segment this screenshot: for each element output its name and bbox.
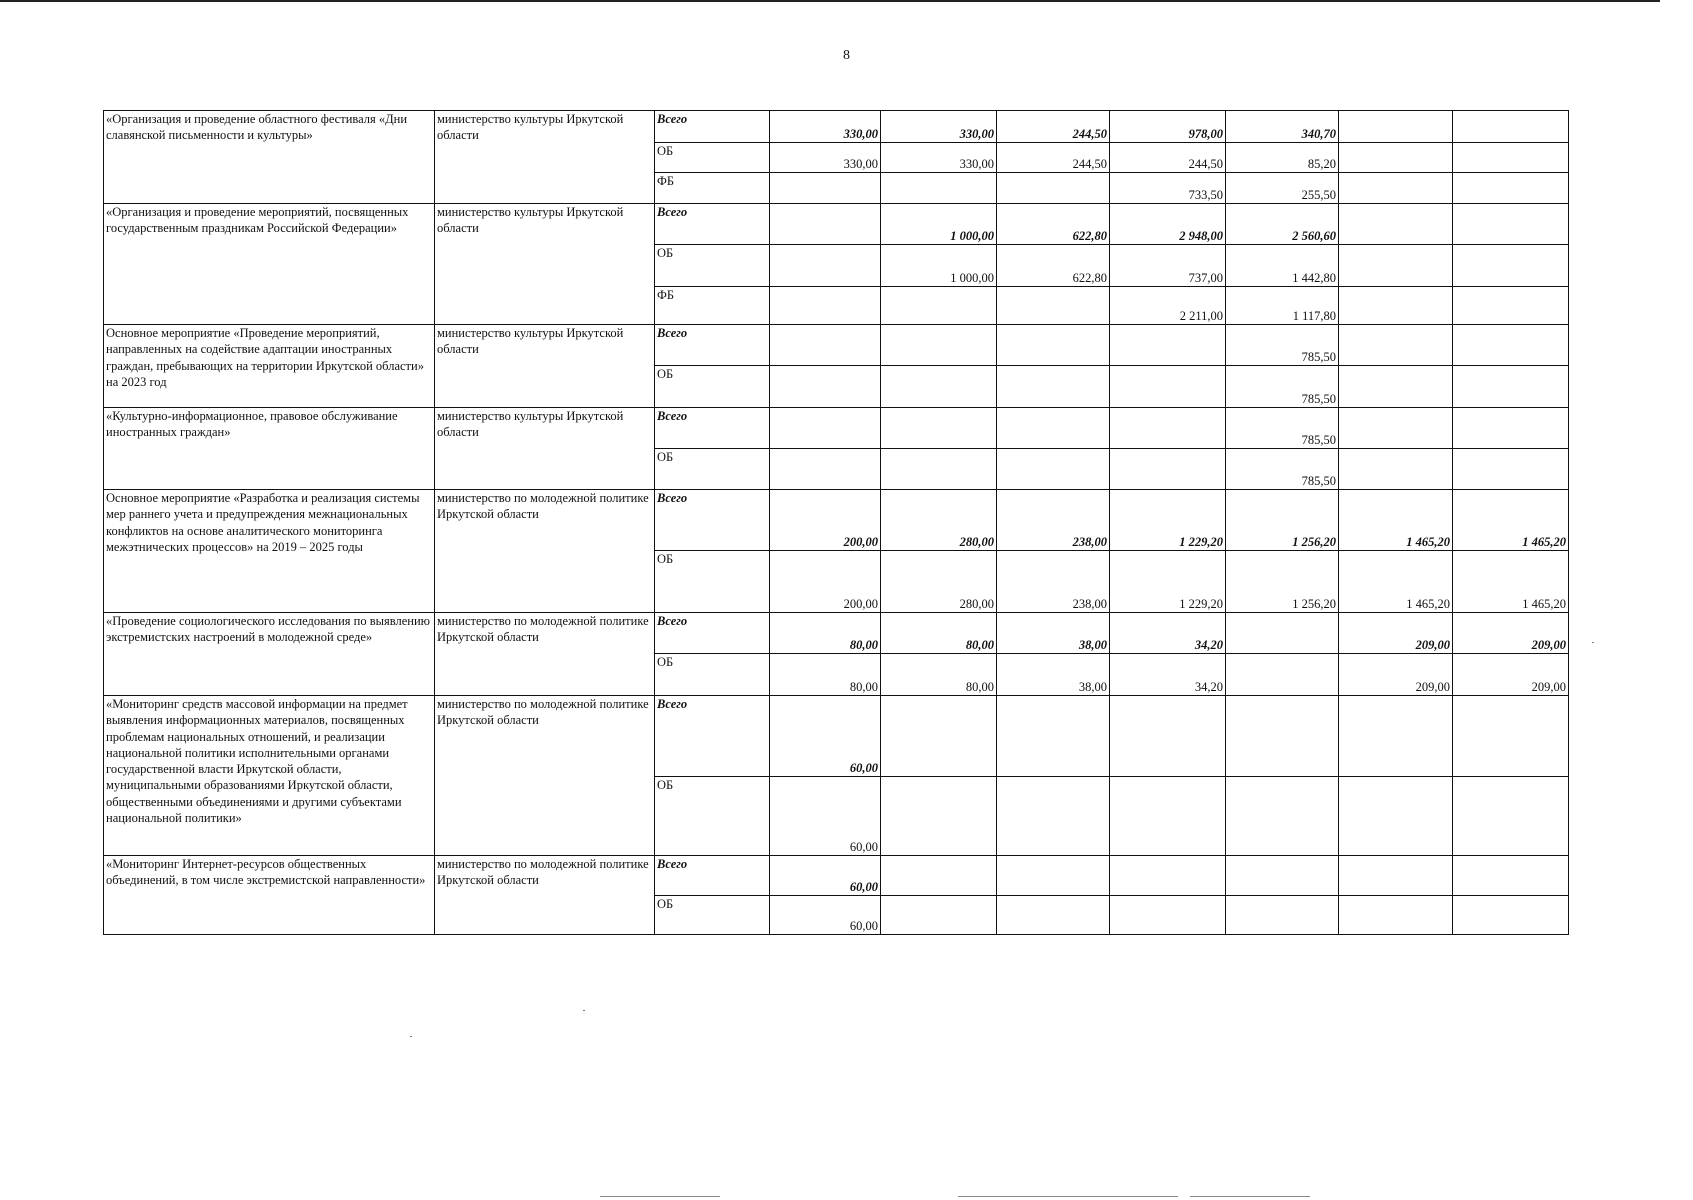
amount-cell [1453,896,1569,935]
amount-cell [881,696,997,777]
amount-cell: 785,50 [1226,449,1339,490]
amount-cell [997,856,1110,896]
amount-cell [1453,325,1569,366]
amount-cell: 209,00 [1453,654,1569,696]
amount-cell: 238,00 [997,490,1110,551]
amount-cell: 1 442,80 [1226,245,1339,287]
amount-cell: 330,00 [770,143,881,173]
amount-cell [881,366,997,408]
table-row [104,490,1569,551]
funding-source-cell: ОБ [655,143,770,173]
amount-cell [997,696,1110,777]
amount-cell [1339,204,1453,245]
amount-cell: 200,00 [770,490,881,551]
amount-cell [1226,696,1339,777]
amount-cell [881,856,997,896]
responsible-executor-cell: министерство культуры Иркутской области [435,204,655,325]
scan-speck [410,1036,412,1037]
funding-source-cell: Всего [655,856,770,896]
amount-cell [881,777,997,856]
funding-source-cell: ОБ [655,449,770,490]
amount-cell [1226,777,1339,856]
amount-cell [1110,366,1226,408]
amount-cell [997,366,1110,408]
amount-cell [881,287,997,325]
page-number: 8 [843,48,850,63]
amount-cell [770,366,881,408]
activity-name-cell: «Проведение социологического исследования по выявлению экстремистских настроений в молодежной среде» [104,613,435,696]
amount-cell [1339,287,1453,325]
amount-cell [1453,173,1569,204]
amount-cell [997,325,1110,366]
amount-cell: 38,00 [997,654,1110,696]
amount-cell [770,204,881,245]
amount-cell [1339,366,1453,408]
amount-cell [1453,143,1569,173]
amount-cell [997,896,1110,935]
amount-cell [770,408,881,449]
table-row [104,856,1569,896]
funding-source-cell: ОБ [655,245,770,287]
amount-cell [1226,856,1339,896]
responsible-executor-cell: министерство по молодежной политике Иркутской области [435,696,655,856]
activity-name-cell: «Культурно-информационное, правовое обслуживание иностранных граждан» [104,408,435,490]
funding-source-cell: ФБ [655,287,770,325]
amount-cell [1110,696,1226,777]
responsible-executor-cell: министерство культуры Иркутской области [435,111,655,204]
funding-source-cell: ОБ [655,551,770,613]
amount-cell: 200,00 [770,551,881,613]
amount-cell [1339,449,1453,490]
amount-cell: 80,00 [770,654,881,696]
amount-cell [1453,287,1569,325]
amount-cell [1339,856,1453,896]
amount-cell: 209,00 [1339,613,1453,654]
amount-cell: 238,00 [997,551,1110,613]
amount-cell [770,325,881,366]
amount-cell: 622,80 [997,204,1110,245]
funding-source-cell: ОБ [655,777,770,856]
amount-cell: 209,00 [1453,613,1569,654]
amount-cell: 2 211,00 [1110,287,1226,325]
amount-cell [1339,696,1453,777]
amount-cell: 1 256,20 [1226,490,1339,551]
amount-cell: 280,00 [881,551,997,613]
amount-cell [1110,856,1226,896]
amount-cell: 330,00 [881,143,997,173]
amount-cell [997,173,1110,204]
amount-cell [1339,143,1453,173]
amount-cell [1339,777,1453,856]
amount-cell [1453,204,1569,245]
amount-cell: 1 256,20 [1226,551,1339,613]
amount-cell [1453,449,1569,490]
amount-cell: 330,00 [770,111,881,143]
table-row [104,696,1569,777]
budget-table [103,110,1569,935]
amount-cell: 1 000,00 [881,245,997,287]
amount-cell [1453,408,1569,449]
scan-speck [1592,642,1594,643]
amount-cell: 244,50 [997,111,1110,143]
responsible-executor-cell: министерство культуры Иркутской области [435,408,655,490]
amount-cell: 1 000,00 [881,204,997,245]
amount-cell: 785,50 [1226,325,1339,366]
amount-cell: 244,50 [997,143,1110,173]
amount-cell [770,245,881,287]
amount-cell [1453,366,1569,408]
funding-source-cell: Всего [655,490,770,551]
activity-name-cell: «Мониторинг Интернет-ресурсов общественных объединений, в том числе экстремистской направленности» [104,856,435,935]
scan-top-edge [0,0,1660,2]
amount-cell [1453,777,1569,856]
amount-cell [770,449,881,490]
amount-cell [881,408,997,449]
amount-cell: 785,50 [1226,408,1339,449]
scan-artifact-line [958,1196,1178,1197]
activity-name-cell: «Организация и проведение мероприятий, посвященных государственным праздникам Российской Федерации» [104,204,435,325]
amount-cell [881,325,997,366]
amount-cell [881,173,997,204]
scan-artifact-line [600,1196,720,1197]
scan-artifact-line [1190,1196,1310,1197]
amount-cell: 1 465,20 [1339,490,1453,551]
amount-cell [1110,777,1226,856]
amount-cell [1339,896,1453,935]
amount-cell: 60,00 [770,856,881,896]
activity-name-cell: «Мониторинг средств массовой информации на предмет выявления информационных материалов, посвященных проблемам национальных отношений, и реализации национальной политики исполнительными органами государственной власти Иркутской области, муниципальными образованиями Иркутской области, общественными объединениями и другими субъектами национальной политики» [104,696,435,856]
amount-cell: 978,00 [1110,111,1226,143]
amount-cell [1226,896,1339,935]
amount-cell: 60,00 [770,896,881,935]
responsible-executor-cell: министерство по молодежной политике Иркутской области [435,856,655,935]
funding-source-cell: Всего [655,111,770,143]
amount-cell [1339,173,1453,204]
table-row [104,325,1569,366]
amount-cell: 1 465,20 [1453,551,1569,613]
amount-cell: 60,00 [770,696,881,777]
funding-source-cell: Всего [655,613,770,654]
amount-cell [770,173,881,204]
amount-cell: 34,20 [1110,654,1226,696]
amount-cell: 85,20 [1226,143,1339,173]
amount-cell [881,896,997,935]
amount-cell: 1 465,20 [1339,551,1453,613]
amount-cell: 255,50 [1226,173,1339,204]
amount-cell: 38,00 [997,613,1110,654]
amount-cell: 622,80 [997,245,1110,287]
amount-cell [1339,111,1453,143]
responsible-executor-cell: министерство культуры Иркутской области [435,325,655,408]
activity-name-cell: «Организация и проведение областного фестиваля «Дни славянской письменности и культуры» [104,111,435,204]
amount-cell: 80,00 [881,613,997,654]
amount-cell [1453,111,1569,143]
amount-cell: 209,00 [1339,654,1453,696]
table-row [104,204,1569,245]
amount-cell [1110,896,1226,935]
amount-cell [997,408,1110,449]
amount-cell: 1 117,80 [1226,287,1339,325]
amount-cell [1226,654,1339,696]
amount-cell [997,777,1110,856]
amount-cell: 737,00 [1110,245,1226,287]
table-row [104,111,1569,143]
scan-speck [583,1010,585,1011]
amount-cell: 60,00 [770,777,881,856]
amount-cell [1453,696,1569,777]
amount-cell [770,287,881,325]
table-body [104,111,1569,935]
responsible-executor-cell: министерство по молодежной политике Иркутской области [435,613,655,696]
amount-cell: 80,00 [770,613,881,654]
amount-cell: 280,00 [881,490,997,551]
amount-cell: 1 229,20 [1110,490,1226,551]
amount-cell: 785,50 [1226,366,1339,408]
amount-cell [1226,613,1339,654]
amount-cell: 330,00 [881,111,997,143]
funding-source-cell: Всего [655,408,770,449]
amount-cell: 80,00 [881,654,997,696]
amount-cell [1110,408,1226,449]
amount-cell [997,449,1110,490]
amount-cell [1110,449,1226,490]
funding-source-cell: Всего [655,325,770,366]
amount-cell [1453,245,1569,287]
amount-cell: 1 465,20 [1453,490,1569,551]
amount-cell: 34,20 [1110,613,1226,654]
funding-source-cell: ФБ [655,173,770,204]
amount-cell: 2 560,60 [1226,204,1339,245]
responsible-executor-cell: министерство по молодежной политике Иркутской области [435,490,655,613]
funding-source-cell: ОБ [655,896,770,935]
amount-cell: 340,70 [1226,111,1339,143]
amount-cell [1339,325,1453,366]
amount-cell: 2 948,00 [1110,204,1226,245]
table-row [104,613,1569,654]
funding-source-cell: Всего [655,204,770,245]
amount-cell: 1 229,20 [1110,551,1226,613]
amount-cell [1110,325,1226,366]
amount-cell [1453,856,1569,896]
activity-name-cell: Основное мероприятие «Разработка и реализация системы мер раннего учета и предупреждения межнациональных конфликтов на основе аналитического мониторинга межэтнических процессов» на 2019 – 2025 годы [104,490,435,613]
activity-name-cell: Основное мероприятие «Проведение мероприятий, направленных на содействие адаптации иностранных граждан, пребывающих на территории Иркутской области» на 2023 год [104,325,435,408]
funding-source-cell: Всего [655,696,770,777]
funding-source-cell: ОБ [655,654,770,696]
amount-cell [1339,245,1453,287]
amount-cell [1339,408,1453,449]
table-row [104,408,1569,449]
funding-source-cell: ОБ [655,366,770,408]
amount-cell: 244,50 [1110,143,1226,173]
amount-cell [997,287,1110,325]
amount-cell: 733,50 [1110,173,1226,204]
amount-cell [881,449,997,490]
